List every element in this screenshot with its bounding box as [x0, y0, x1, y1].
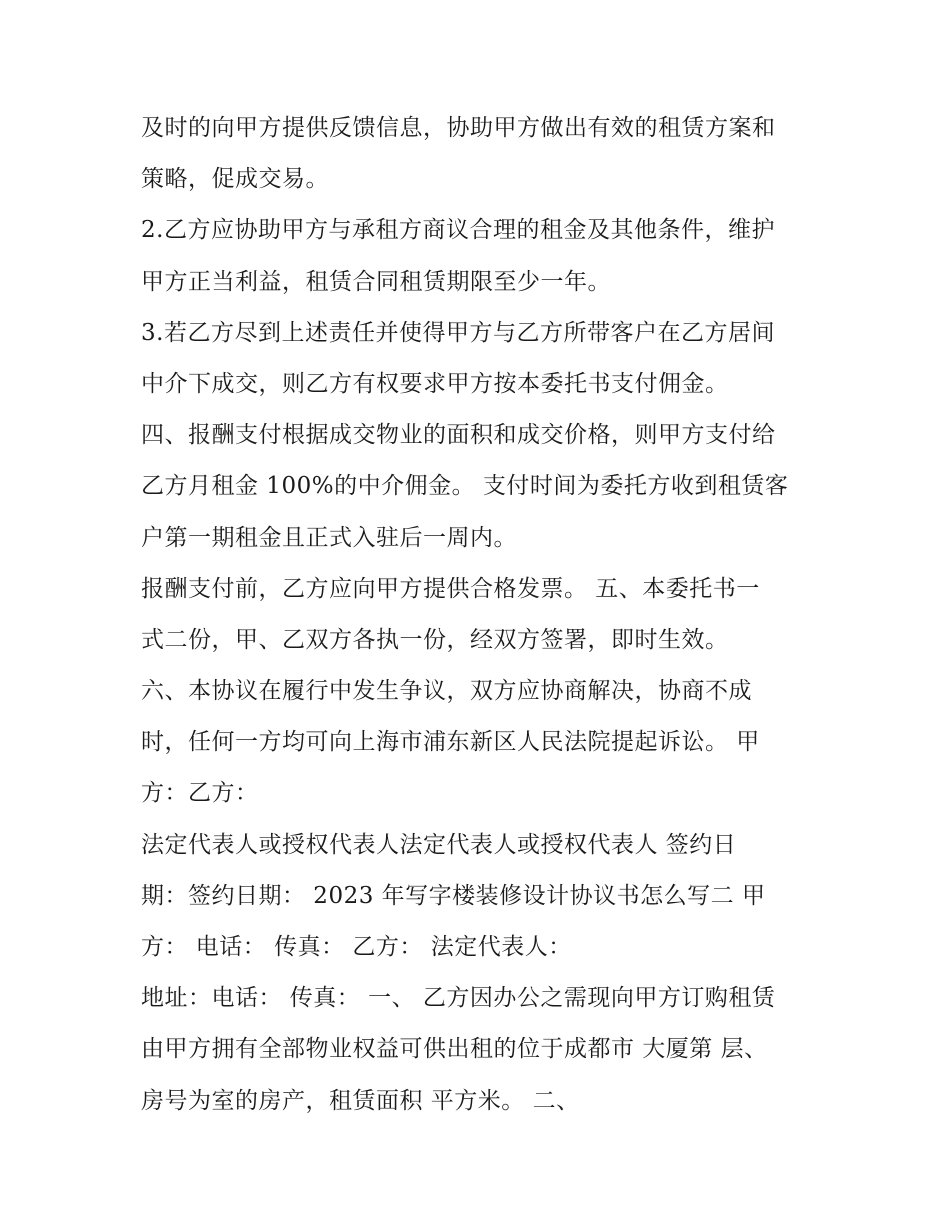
text-line: 六、本协议在履行中发生争议，双方应协商解决，协商不成: [141, 678, 752, 705]
text-line: 时，任何一方均可向上海市浦东新区人民法院提起诉讼。 甲: [141, 729, 760, 756]
text-line: 报酬支付前，乙方应向甲方提供合格发票。 五、本委托书一: [141, 575, 760, 602]
text-line: 2.乙方应协助甲方与承租方商议合理的租金及其他条件，维护: [141, 217, 775, 244]
text-line: 由甲方拥有全部物业权益可供出租的位于成都市 大厦第 层、: [141, 1036, 768, 1063]
text-line: 甲方正当利益，租赁合同租赁期限至少一年。: [141, 268, 611, 295]
text-line: 地址：电话： 传真： 一、 乙方因办公之需现向甲方订购租赁: [141, 985, 776, 1012]
text-line: 方：乙方：: [141, 780, 259, 807]
text-line: 及时的向甲方提供反馈信息，协助甲方做出有效的租赁方案和: [141, 115, 776, 141]
text-line: 法定代表人或授权代表人法定代表人或授权代表人 签约日: [141, 831, 737, 858]
text-line: 期：签约日期： 2023 年写字楼装修设计协议书怎么写二 甲: [141, 882, 766, 909]
text-line: 户第一期租金且正式入驻后一周内。: [141, 524, 517, 551]
text-line: 式二份，甲、乙双方各执一份，经双方签署，即时生效。: [141, 626, 729, 653]
text-line: 四、报酬支付根据成交物业的面积和成交价格，则甲方支付给: [141, 422, 776, 449]
document-body: [141, 103, 821, 1127]
text-line: 3.若乙方尽到上述责任并使得甲方与乙方所带客户在乙方居间: [141, 319, 775, 346]
text-line: 中介下成交，则乙方有权要求甲方按本委托书支付佣金。: [141, 370, 729, 397]
text-line: 方： 电话： 传真： 乙方： 法定代表人：: [141, 934, 572, 960]
text-line: 乙方月租金 100%的中介佣金。 支付时间为委托方收到租赁客: [141, 473, 789, 500]
text-line: 策略，促成交易。: [141, 166, 329, 193]
text-line: 房号为室的房产，租赁面积 平方米。 二、: [141, 1087, 580, 1114]
